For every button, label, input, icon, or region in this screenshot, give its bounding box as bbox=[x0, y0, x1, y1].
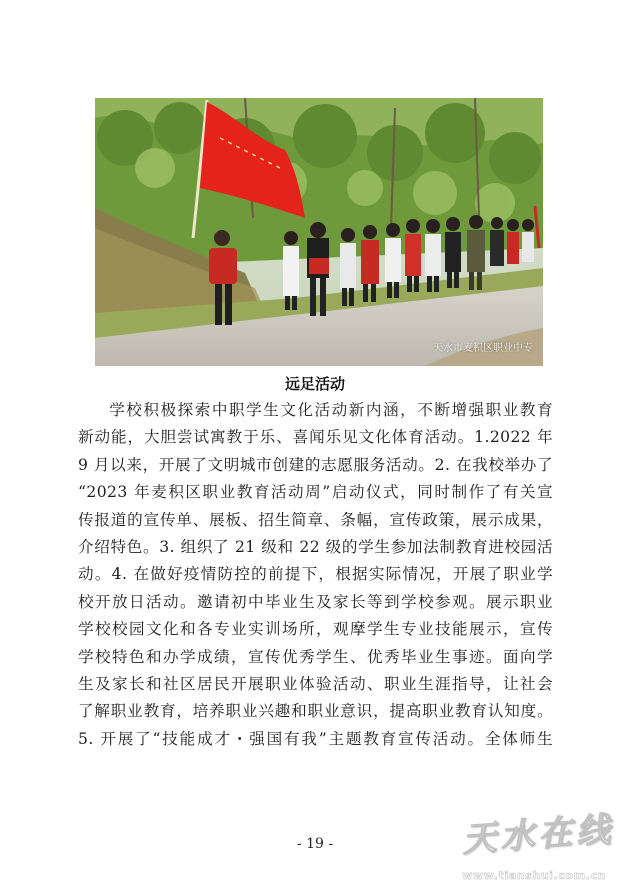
paragraph-line: 5. 开展了“技能成才・强国有我”主题教育宣传活动。全体师生 bbox=[78, 729, 553, 748]
site-logo-watermark: 天水在线 bbox=[461, 809, 616, 861]
hiking-scene bbox=[95, 98, 543, 366]
paragraph-line: 学校积极探索中职学生文化活动新内涵，不断增强职业教育 bbox=[109, 401, 553, 419]
body-paragraph bbox=[78, 397, 553, 753]
paragraph-line: 学校特色和办学成绩，宣传优秀学生、优秀毕业生事迹。面向学 bbox=[78, 647, 553, 666]
page-number: - 19 - bbox=[296, 836, 334, 852]
paragraph-line: 生及家长和社区居民开展职业体验活动、职业生涯指导，让社会 bbox=[78, 675, 553, 694]
photo-caption: 远足活动 bbox=[284, 375, 345, 393]
paragraph-line: 9 月以来，开展了文明城市创建的志愿服务活动。2. 在我校举办了 bbox=[78, 455, 553, 474]
paragraph-line: “2023 年麦积区职业教育活动周”启动仪式，同时制作了有关宣 bbox=[78, 483, 553, 502]
site-url-watermark: www.tianshui.com.cn bbox=[462, 869, 606, 882]
hiking-photo bbox=[95, 98, 543, 366]
photo-watermark: 天水市麦积区职业中专 bbox=[433, 343, 533, 354]
paragraph-line: 传报道的宣传单、展板、招生简章、条幅，宣传政策，展示成果， bbox=[78, 510, 553, 529]
paragraph-line: 了解职业教育，培养职业兴趣和职业意识，提高职业教育认知度。 bbox=[78, 702, 553, 721]
paragraph-line: 新动能，大胆尝试寓教于乐、喜闻乐见文化体育活动。1.2022 年 bbox=[78, 428, 553, 447]
paragraph-line: 学校校园文化和各专业实训场所，观摩学生专业技能展示，宣传 bbox=[78, 620, 553, 639]
paragraph-line: 校开放日活动。邀请初中毕业生及家长等到学校参观。展示职业 bbox=[78, 592, 553, 611]
paragraph-line: 介绍特色。3. 组织了 21 级和 22 级的学生参加法制教育进校园活 bbox=[78, 538, 553, 557]
paragraph-line: 动。4. 在做好疫情防控的前提下，根据实际情况，开展了职业学 bbox=[78, 565, 553, 584]
